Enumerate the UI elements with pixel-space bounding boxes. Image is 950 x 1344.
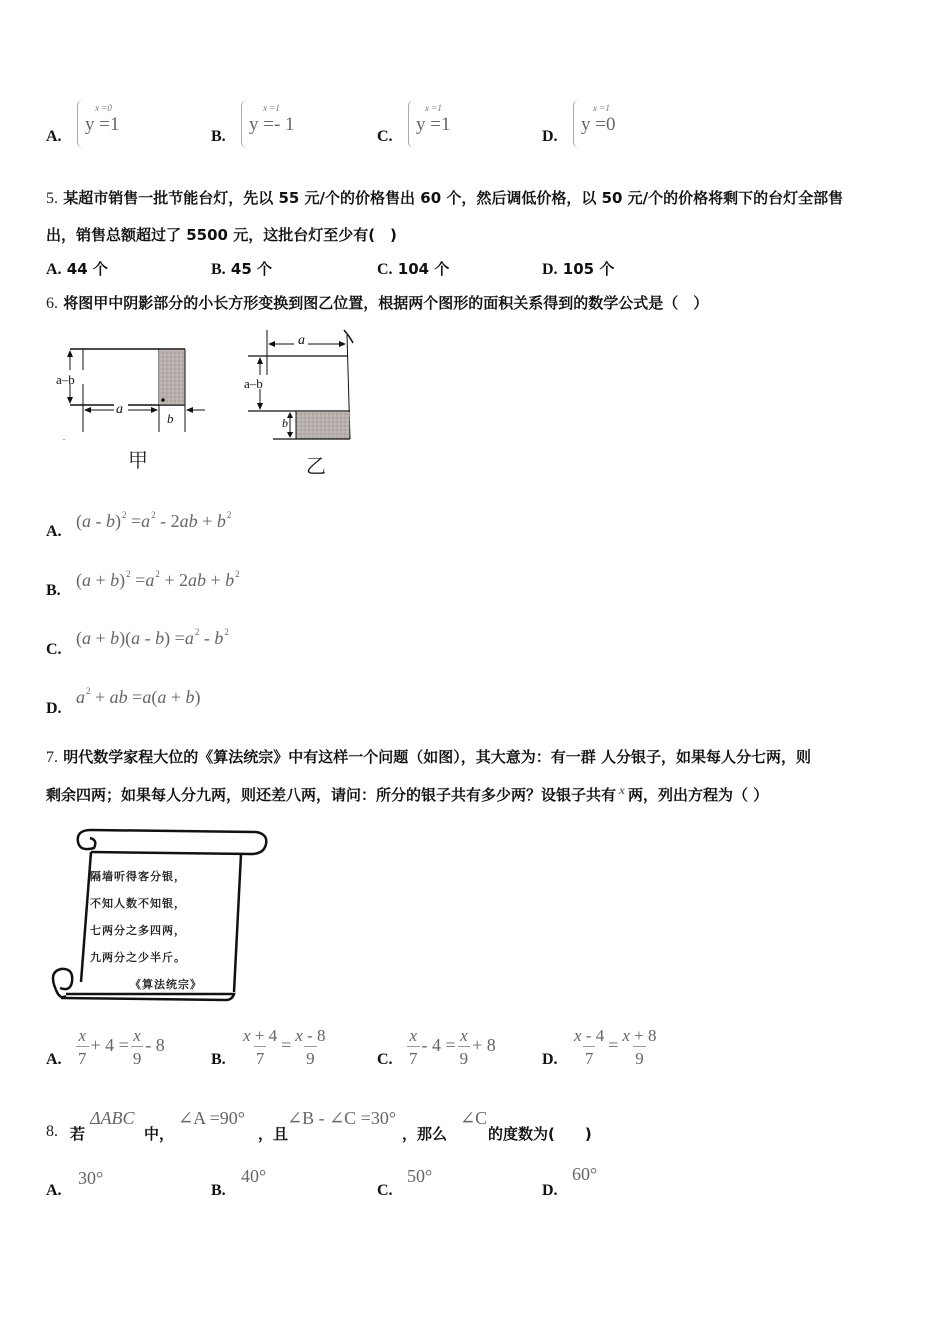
q8-text-3: ，且	[258, 1125, 289, 1143]
q4-b-y: y =- 1	[249, 114, 295, 135]
q4-b-x: x =1	[263, 103, 280, 113]
q5-text-line2: 出，销售总额超过了 5500 元，这批台灯至少有( )	[46, 226, 397, 244]
q4-c-x: x =1	[425, 103, 442, 113]
option-label: C.	[377, 1182, 393, 1199]
q5-text-line1: 某超市销售一批节能台灯，先以 55 元/个的价格售出 60 个，然后调低价格，以 50 元/个的价格将剩下的台灯全部售	[63, 189, 844, 207]
option-text: 105 个	[562, 260, 615, 278]
q5-line1	[46, 187, 843, 208]
option-label: A.	[46, 1051, 62, 1068]
q4-a-x: x =0	[95, 103, 112, 113]
q8-math-angle-a: ∠A =90°	[178, 1108, 245, 1128]
scroll-line: 隔墙听得客分银，	[90, 870, 186, 883]
option-label: B.	[46, 582, 61, 599]
q7-variable-x: x	[619, 783, 626, 797]
option-label: C.	[46, 641, 62, 658]
q6-text: 将图甲中阴影部分的小长方形变换到图乙位置，根据两个图形的面积关系得到的数学公式是（ ）	[63, 294, 709, 312]
q5-option-d[interactable]	[542, 258, 614, 279]
scroll-line: 不知人数不知银，	[90, 897, 186, 910]
figure-yi-label-height: a–b	[244, 376, 263, 391]
option-label: A.	[46, 261, 62, 278]
q5-option-c[interactable]	[377, 258, 449, 279]
q7-line2	[46, 783, 768, 805]
option-label: A.	[46, 1182, 62, 1199]
option-label: D.	[542, 1182, 558, 1199]
q6-number: 6.	[46, 295, 58, 312]
brace-icon	[408, 100, 415, 148]
q8-text-2: 中，	[144, 1125, 175, 1143]
brace-icon	[573, 100, 580, 148]
q4-d-x: x =1	[593, 103, 610, 113]
q5-option-b[interactable]	[211, 258, 272, 279]
figure-jia-label-shaded: b	[167, 411, 174, 426]
option-label: B.	[211, 1182, 226, 1199]
q8-text-4: ，那么	[402, 1125, 448, 1143]
option-value: 60°	[572, 1164, 598, 1184]
q7-text-line2-before: 剩余四两；如果每人分九两，则还差八两，请问：所分的银子共有多少两？设银子共有	[46, 786, 617, 804]
q4-option-d-label: D.	[542, 128, 558, 145]
q4-d-y: y =0	[581, 114, 616, 135]
figure-yi-label-shaded: b	[282, 416, 288, 430]
figure-jia-caption: 甲	[128, 448, 148, 472]
option-value: 30°	[78, 1168, 104, 1188]
q4-option-a[interactable]	[77, 98, 157, 150]
q4-a-y: y =1	[85, 114, 120, 135]
scroll-line: 七两分之多四两，	[90, 924, 186, 937]
q4-option-c-label: C.	[377, 128, 393, 145]
q7-number: 7.	[46, 749, 58, 766]
q4-option-b-label: B.	[211, 128, 226, 145]
scroll-text	[90, 863, 240, 998]
brace-icon	[77, 100, 84, 148]
q8-math-angle-c: ∠C	[460, 1108, 488, 1128]
q4-c-y: y =1	[416, 114, 451, 135]
figure-jia-label-width: a	[116, 402, 123, 417]
figure-jia-diagram	[50, 340, 210, 440]
q4-option-d[interactable]	[573, 98, 653, 150]
figure-jia-label-height: a–b	[56, 372, 75, 387]
option-text: 104 个	[397, 260, 450, 278]
q5-number: 5.	[46, 190, 58, 207]
q6-stem	[46, 292, 708, 313]
option-label: D.	[542, 261, 558, 278]
option-text: 45 个	[230, 260, 273, 278]
option-label: B.	[211, 261, 226, 278]
q8-math-angle-diff: ∠B - ∠C =30°	[287, 1108, 397, 1128]
q8-number: 8.	[46, 1123, 58, 1140]
q4-option-b[interactable]	[241, 98, 321, 150]
option-label: C.	[377, 1051, 393, 1068]
scroll-source: 《算法统宗》	[130, 978, 202, 991]
option-text: 44 个	[66, 260, 108, 278]
option-value: 50°	[407, 1166, 433, 1186]
option-label: D.	[46, 700, 62, 717]
q8-math-triangle: ΔABC	[90, 1108, 135, 1128]
q4-option-a-label: A.	[46, 128, 62, 145]
option-value: 40°	[241, 1166, 267, 1186]
q4-option-c[interactable]	[408, 98, 488, 150]
option-label: A.	[46, 523, 62, 540]
q5-option-a[interactable]	[46, 258, 108, 279]
q7-text-line2-after: 两，列出方程为（ ）	[628, 786, 769, 804]
q7-text-line1: 明代数学家程大位的《算法统宗》中有这样一个问题（如图），其大意为：有一群 人分银子，如果每人分七两，则	[63, 748, 811, 766]
q8-text-1: 若	[70, 1125, 86, 1143]
q8-text-5: 的度数为( )	[488, 1125, 592, 1143]
option-label: B.	[211, 1051, 226, 1068]
option-label: C.	[377, 261, 393, 278]
figure-yi-caption: 乙	[306, 454, 326, 478]
brace-icon	[241, 100, 248, 148]
q7-line1	[46, 746, 811, 767]
figure-yi-label-width: a	[298, 333, 305, 348]
scroll-line: 九两分之少半斤。	[90, 951, 186, 964]
option-label: D.	[542, 1051, 558, 1068]
